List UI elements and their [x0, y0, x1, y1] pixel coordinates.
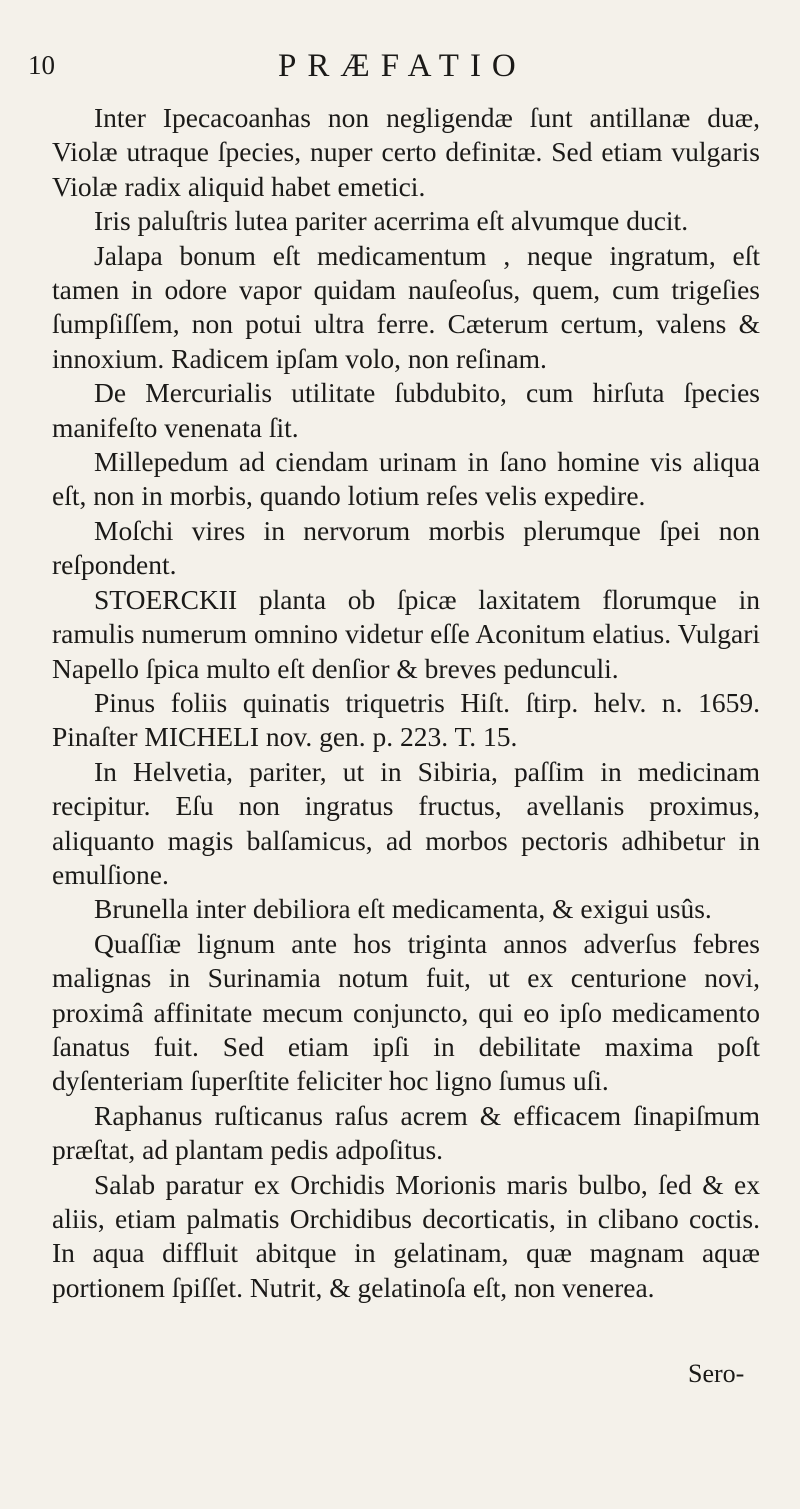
paragraph-ipecacoanha: Inter Ipecacoanhas non negligendæ ſunt antillanæ duæ, Violæ utraque ſpecies, nuper certo definitæ. Sed etiam vulgaris Violæ radix aliquid habet emetici.	[52, 102, 760, 202]
paragraph-salab: Salab paratur ex Orchidis Morionis maris bulbo, ſed & ex aliis, etiam palmatis Orchidibus decorticatis, in clibano coctis. In aqua diffluit abitque in gelatinam, quæ magnam aquæ portionem ſpiſſet. Nutrit, & gelatinoſa eſt, non venerea.	[52, 1168, 760, 1303]
page-number: 10	[28, 50, 55, 80]
paragraph-raphanus: Raphanus ruſticanus raſus acrem & efficacem ſinapiſmum præſtat, ad plantam pedis adpoſitus.	[52, 1099, 760, 1166]
page-header	[28, 48, 760, 88]
paragraph-millepedum: Millepedum ad ciendam urinam in ſano homine vis aliqua eſt, non in morbis, quando lotium reſes velis expedire.	[52, 446, 760, 512]
paragraph-pinus: Pinus foliis quinatis triquetris Hiſt. ſtirp. helv. n. 1659. Pinaſter MICHELI nov. gen. p. 223. T. 15.	[52, 686, 760, 753]
paragraph-brunella: Brunella inter debiliora eſt medicamenta, & exigui usûs.	[94, 893, 712, 925]
paragraph-jalapa: Jalapa bonum eſt medicamentum , neque ingratum, eſt tamen in odore vapor quidam nauſeoſus, quem, cum trigeſies ſumpſiſſem, non potui ultra ferre. Cæterum certum, valens & innoxium. Radicem ipſam volo, non reſinam.	[52, 239, 760, 374]
running-title: PRÆFATIO	[278, 48, 527, 84]
paragraph-mercurialis: De Mercurialis utilitate ſubdubito, cum hirſuta ſpecies manifeſto venenata ſit.	[52, 377, 760, 443]
body-text	[52, 101, 760, 1305]
paragraph-helvetia: In Helvetia, pariter, ut in Sibiria, paſſim in medicinam recipitur. Eſu non ingratus fructus, avellanis proximus, aliquanto magis balſamicus, ad morbos pectoris adhibetur in emulſione.	[52, 755, 760, 890]
paragraph-stoerckii: STOERCKII planta ob ſpicæ laxitatem florumque in ramulis numerum omnino videtur eſſe Aconitum elatius. Vulgari Napello ſpica multo eſt denſior & breves pedunculi.	[52, 583, 760, 684]
catchword: Sero-	[688, 1359, 745, 1388]
paragraph-iris: Iris paluſtris lutea pariter acerrima eſt alvumque ducit.	[94, 205, 689, 237]
paragraph-quassia: Quaſſiæ lignum ante hos triginta annos adverſus febres malignas in Surinamia notum fuit, ut ex centurione novi, proximâ affinitate mecum conjuncto, qui eo ipſo medicamento ſanatus fuit. Sed etiam ipſi in debilitate maxima poſt dyſenteriam ſuperſtite feliciter hoc ligno ſumus uſi.	[52, 927, 760, 1097]
paragraph-moschi: Moſchi vires in nervorum morbis plerumque ſpei non reſpondent.	[52, 514, 760, 581]
